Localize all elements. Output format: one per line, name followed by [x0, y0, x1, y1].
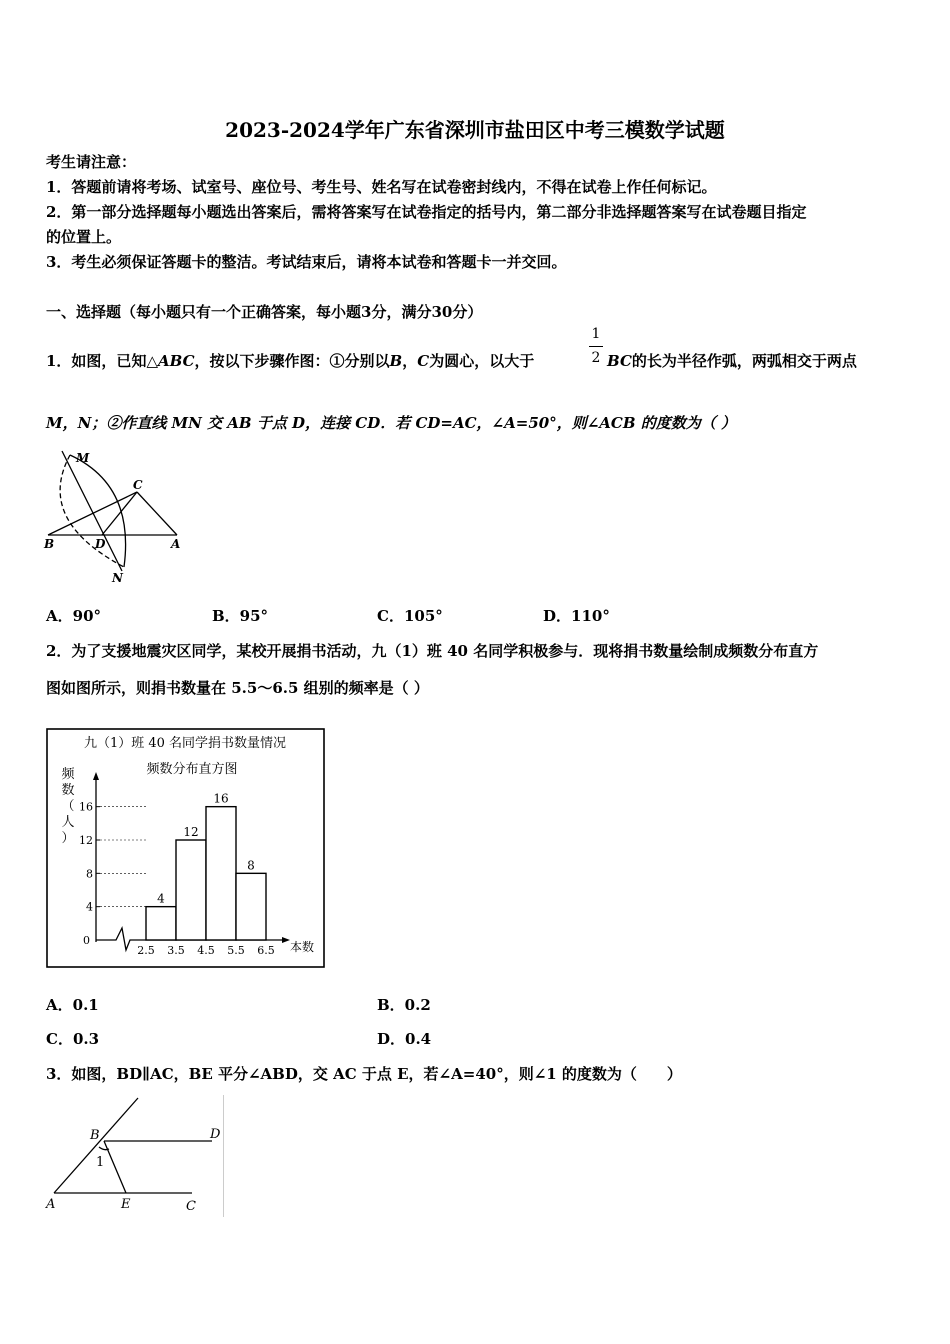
figure-edge: [223, 1095, 224, 1217]
y-tick-label: 12: [79, 834, 93, 847]
y-axis-label-char: 数: [61, 783, 75, 798]
q1-text-b: ，按以下步骤作图：①分别以: [194, 352, 390, 370]
q1-fraction-numerator: 1: [591, 326, 601, 342]
y-tick-label: 4: [86, 900, 93, 914]
notice-item-2-cont: 的位置上。: [46, 228, 122, 246]
x-axis-arrow: [282, 937, 290, 943]
q1-option-a[interactable]: A．90°: [46, 607, 102, 625]
x-tick-label: 5.5: [227, 944, 245, 957]
q1-option-d[interactable]: D．110°: [543, 607, 610, 625]
notice-item-1: 1．答题前请将考场、试室号、座位号、考生号、姓名写在试卷密封线内，不得在试卷上作任何标记。: [46, 178, 717, 196]
q3-figure: [40, 1095, 230, 1217]
q1-stem-line2: M，N；②作直线 MN 交 AB 于点 D，连接 CD．若 CD=AC，∠A=50°，则∠ACB 的度数为（ ）: [46, 414, 736, 432]
q1-option-c[interactable]: C．105°: [377, 607, 443, 625]
q1-fraction-denominator: 2: [591, 350, 601, 366]
q1-figure: [40, 445, 190, 590]
q1-stem-line1-tail: [607, 351, 857, 371]
notice-heading: 考生请注意：: [46, 153, 137, 171]
histogram-bar: [206, 807, 236, 940]
y-axis-label: [61, 766, 75, 846]
q2-histogram: [46, 728, 326, 970]
label-C: C: [133, 478, 143, 492]
y-axis-label-char: 人: [61, 815, 75, 830]
q1-text-c: 为圆心，以大于: [429, 352, 535, 370]
y-axis-label-char: ）: [61, 831, 75, 846]
histogram-subtitle: 频数分布直方图: [146, 762, 238, 777]
segment-be: [104, 1141, 126, 1193]
bar-value-label: 16: [213, 791, 229, 806]
histogram-bar: [176, 840, 206, 940]
bar-value-label: 4: [157, 891, 165, 906]
q2-stem-line1: 2．为了支援地震灾区同学，某校开展捐书活动，九（1）班 40 名同学积极参与．现将捐书数量绘制成频数分布直方: [46, 642, 819, 660]
label-A: A: [171, 537, 181, 551]
label-D: D: [95, 537, 106, 551]
y-axis-arrow: [93, 772, 99, 780]
x-tick-label: 2.5: [137, 944, 155, 957]
bar-value-label: 8: [247, 858, 255, 873]
q1-option-b[interactable]: B．95°: [212, 607, 269, 625]
y-tick-label: 0: [83, 934, 90, 947]
q2-option-c[interactable]: C．0.3: [46, 1030, 100, 1048]
x-tick-label: 3.5: [167, 944, 185, 957]
q2-option-b[interactable]: B．0.2: [377, 996, 431, 1014]
notice-item-3: 3．考生必须保证答题卡的整洁。考试结束后，请将本试卷和答题卡一并交回。: [46, 253, 567, 271]
q1-text-C: C: [417, 352, 430, 370]
line-ab-extended: [54, 1098, 138, 1193]
q1-fraction-bar: [589, 346, 603, 347]
q1-text-abc: ABC: [157, 352, 195, 370]
label-M: M: [76, 451, 90, 465]
label-B: B: [90, 1128, 100, 1143]
q1-text-a: 1．如图，已知△: [46, 352, 158, 370]
q2-option-d[interactable]: D．0.4: [377, 1030, 432, 1048]
histogram-bar: [236, 873, 266, 940]
y-axis-label-char: （: [61, 799, 75, 814]
bar-value-label: 12: [183, 825, 199, 839]
y-tick-label: 8: [86, 867, 93, 881]
q1-stem-line1: [46, 351, 534, 371]
section-heading: 一、选择题（每小题只有一个正确答案，每小题3分，满分30分）: [46, 303, 483, 321]
histogram-title: 九（1）班 40 名同学捐书数量情况: [83, 736, 287, 751]
label-A: A: [46, 1197, 56, 1212]
exam-title: 2023-2024学年广东省深圳市盐田区中考三模数学试题: [225, 118, 725, 142]
label-E: E: [121, 1197, 131, 1212]
label-D: D: [210, 1127, 221, 1142]
label-N: N: [112, 571, 123, 585]
q3-stem: 3．如图，BD∥AC，BE 平分∠ABD，交 AC 于点 E，若∠A=40°，则∠1 的度数为（ ）: [46, 1065, 682, 1083]
q2-option-a[interactable]: A．0.1: [46, 996, 99, 1014]
histogram-bars: [146, 792, 266, 940]
y-axis-label-char: 频: [61, 767, 75, 782]
y-tick-label: 16: [79, 800, 93, 814]
x-axis-label: 本数: [290, 940, 315, 954]
x-tick-label: 6.5: [257, 944, 275, 957]
x-tick-label: 4.5: [197, 944, 215, 957]
q1-text-comma: ，: [402, 352, 418, 370]
label-B: B: [44, 537, 55, 551]
label-C: C: [186, 1199, 196, 1214]
label-angle-1: 1: [96, 1155, 105, 1170]
notice-item-2: 2．第一部分选择题每小题选出答案后，需将答案写在试卷指定的括号内，第二部分非选择题答案写在试卷题目指定: [46, 203, 807, 221]
segment-cd: [102, 492, 137, 535]
q1-text-BC: BC: [607, 352, 632, 370]
histogram-bar: [146, 907, 176, 940]
segment-bc: [48, 492, 137, 535]
q1-text-B: B: [389, 352, 403, 370]
segment-ca: [137, 492, 177, 535]
q2-stem-line2: 图如图所示，则捐书数量在 5.5～6.5 组别的频率是（ ）: [46, 679, 429, 697]
q1-text-d: 的长为半径作弧，两弧相交于两点: [631, 352, 857, 370]
